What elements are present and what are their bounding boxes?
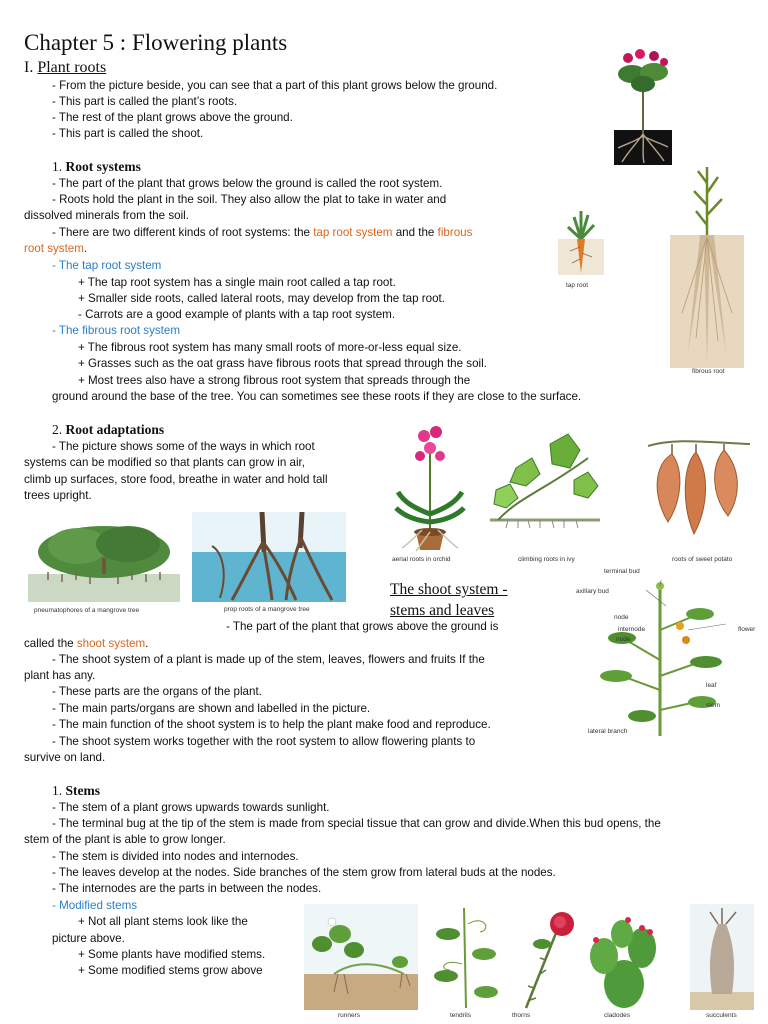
section-title: Plant roots: [37, 59, 107, 76]
text-line: + Not all plant stems look like the: [78, 915, 248, 928]
text-line: - From the picture beside, you can see that a part of this plant grows below the ground.: [52, 79, 498, 92]
term-fibrous: fibrous: [437, 226, 473, 239]
label-internode: internode: [618, 626, 646, 633]
caption-pneumatophores: pneumatophores of a mangrove tree: [34, 607, 140, 614]
term-root-system: root system: [24, 242, 84, 255]
text-line: + The fibrous root system has many small roots of more-or-less equal size.: [78, 341, 462, 354]
text-line: - The terminal bug at the tip of the stem is made from special tissue that can grow and divide.When this bud opens, the: [52, 817, 661, 830]
text-line: - The main parts/organs are shown and labelled in the picture.: [52, 702, 371, 715]
text-line: survive on land.: [24, 751, 106, 764]
text-line: + Smaller side roots, called lateral roots, may develop from the tap root.: [78, 292, 445, 305]
term-tap-root-system: tap root system: [313, 226, 393, 239]
text-line: - The stem is divided into nodes and internodes.: [52, 850, 299, 863]
text-line: - Carrots are a good example of plants with a tap root system.: [78, 308, 396, 321]
text-line: trees upright.: [24, 489, 92, 502]
text-line: + Some plants have modified stems.: [78, 948, 266, 961]
caption-fibrous-root: fibrous root: [692, 368, 725, 375]
text-line: dissolved minerals from the soil.: [24, 209, 189, 222]
caption-sweet-potato-roots: roots of sweet potato: [672, 556, 733, 563]
text-fragment: .: [145, 637, 149, 650]
caption-climbing-roots: climbing roots in ivy: [518, 556, 575, 563]
tap-root-illustration: [556, 205, 606, 277]
caption-aerial-roots: aerial roots in orchid: [392, 556, 451, 563]
chapter-title: Chapter 5 : Flowering plants: [24, 30, 288, 55]
label-axillary-bud: axillary bud: [576, 588, 609, 595]
caption-cladodes: cladodes: [604, 1012, 631, 1019]
text-line: - Roots hold the plant in the soil. They also allow the plat to take in water and: [52, 193, 447, 206]
text-fragment: - There are two different kinds of root systems: the: [52, 226, 314, 239]
shoot-system-heading-line2: stems and leaves: [390, 602, 495, 619]
subheading-root-adaptations: [52, 422, 164, 438]
orchid-aerial-roots-illustration: [394, 422, 466, 552]
subheading-stems: [52, 783, 100, 799]
text-line: stem of the plant is able to grow longer.: [24, 833, 226, 846]
plant-roots-photo: [614, 44, 672, 165]
subheading-root-systems: [52, 159, 141, 175]
subheading-title: Root adaptations: [65, 422, 165, 437]
subheading-title: Root systems: [65, 159, 141, 174]
shoot-system-heading: [390, 579, 508, 621]
caption-succulents: succulents: [706, 1012, 737, 1019]
label-node: node: [614, 614, 629, 621]
text-line: [24, 636, 148, 652]
text-line: - The main function of the shoot system is to help the plant make food and reproduce.: [52, 718, 491, 731]
text-line: - The picture shows some of the ways in which root: [52, 440, 315, 453]
text-line: + The tap root system has a single main root called a tap root.: [78, 276, 396, 289]
label-lateral-branch: lateral branch: [588, 728, 628, 735]
text-line: + Some modified stems grow above: [78, 964, 263, 977]
modified-stems-heading: - Modified stems: [52, 899, 138, 912]
text-line-root-kinds: [52, 225, 472, 241]
runners-illustration: [304, 904, 418, 1010]
tendrils-illustration: [428, 904, 504, 1010]
mangrove-pneumatophores-illustration: [28, 514, 180, 602]
text-line: - The part of the plant that grows above the ground is: [226, 620, 499, 633]
succulents-illustration: [690, 904, 754, 1010]
text-line: systems can be modified so that plants can grow in air,: [24, 456, 305, 469]
thorns-illustration: [506, 904, 582, 1010]
text-line: - This part is called the shoot.: [52, 127, 204, 140]
text-line: - The shoot system works together with the root system to allow flowering plants to: [52, 735, 476, 748]
text-line: plant has any.: [24, 669, 96, 682]
caption-thorns: thorns: [512, 1012, 531, 1019]
subheading-number: 2.: [52, 422, 63, 437]
text-line: ground around the base of the tree. You can sometimes see these roots if they are close to the surface.: [52, 390, 582, 403]
shoot-system-heading-line1: The shoot system -: [390, 581, 508, 598]
text-line: - The leaves develop at the nodes. Side branches of the stem grow from lateral buds at the nodes.: [52, 866, 556, 879]
text-line: - The internodes are the parts in between the nodes.: [52, 882, 322, 895]
sweet-potato-roots-illustration: [644, 436, 754, 546]
label-stem: stem: [706, 702, 721, 709]
caption-runners: runners: [338, 1012, 361, 1019]
text-line: climb up surfaces, store food, breathe in water and hold tall: [24, 473, 328, 486]
text-line: + Most trees also have a strong fibrous root system that spreads through the: [78, 374, 471, 387]
text-line: - The stem of a plant grows upwards towards sunlight.: [52, 801, 330, 814]
label-terminal-bud: terminal bud: [604, 568, 640, 575]
text-line: - The shoot system of a plant is made up of the stem, leaves, flowers and fruits If the: [52, 653, 485, 666]
text-line: - The part of the plant that grows below the ground is called the root system.: [52, 177, 443, 190]
section-number: I.: [24, 59, 34, 76]
caption-tap-root: tap root: [566, 282, 589, 289]
text-fragment: and the: [392, 226, 438, 239]
cladodes-illustration: [582, 904, 668, 1010]
text-line: - This part is called the plant’s roots.: [52, 95, 238, 108]
mangrove-prop-roots-illustration: [192, 512, 346, 602]
subheading-title: Stems: [65, 783, 100, 798]
text-line: picture above.: [52, 932, 125, 945]
text-line: + Grasses such as the oat grass have fibrous roots that spread through the soil.: [78, 357, 487, 370]
subheading-number: 1.: [52, 783, 63, 798]
label-leaf: leaf: [706, 682, 717, 689]
text-line: [24, 241, 87, 257]
caption-prop-roots: prop roots of a mangrove tree: [224, 606, 310, 613]
text-fragment: called the: [24, 637, 77, 650]
text-fragment: .: [83, 242, 88, 255]
subheading-number: 1.: [52, 159, 63, 174]
label-node-2: node: [616, 636, 631, 643]
caption-tendrils: tendrils: [450, 1012, 471, 1019]
label-flower: flower: [738, 626, 756, 633]
fibrous-root-heading: - The fibrous root system: [52, 324, 181, 337]
term-shoot-system: shoot system: [76, 637, 146, 650]
section-heading-plant-roots: [24, 59, 106, 77]
text-line: - These parts are the organs of the plant.: [52, 685, 262, 698]
ivy-climbing-roots-illustration: [488, 428, 602, 538]
text-line: - The rest of the plant grows above the ground.: [52, 111, 293, 124]
shoot-system-diagram: [596, 580, 746, 740]
fibrous-root-illustration: [668, 163, 746, 368]
tap-root-heading: - The tap root system: [52, 259, 162, 272]
